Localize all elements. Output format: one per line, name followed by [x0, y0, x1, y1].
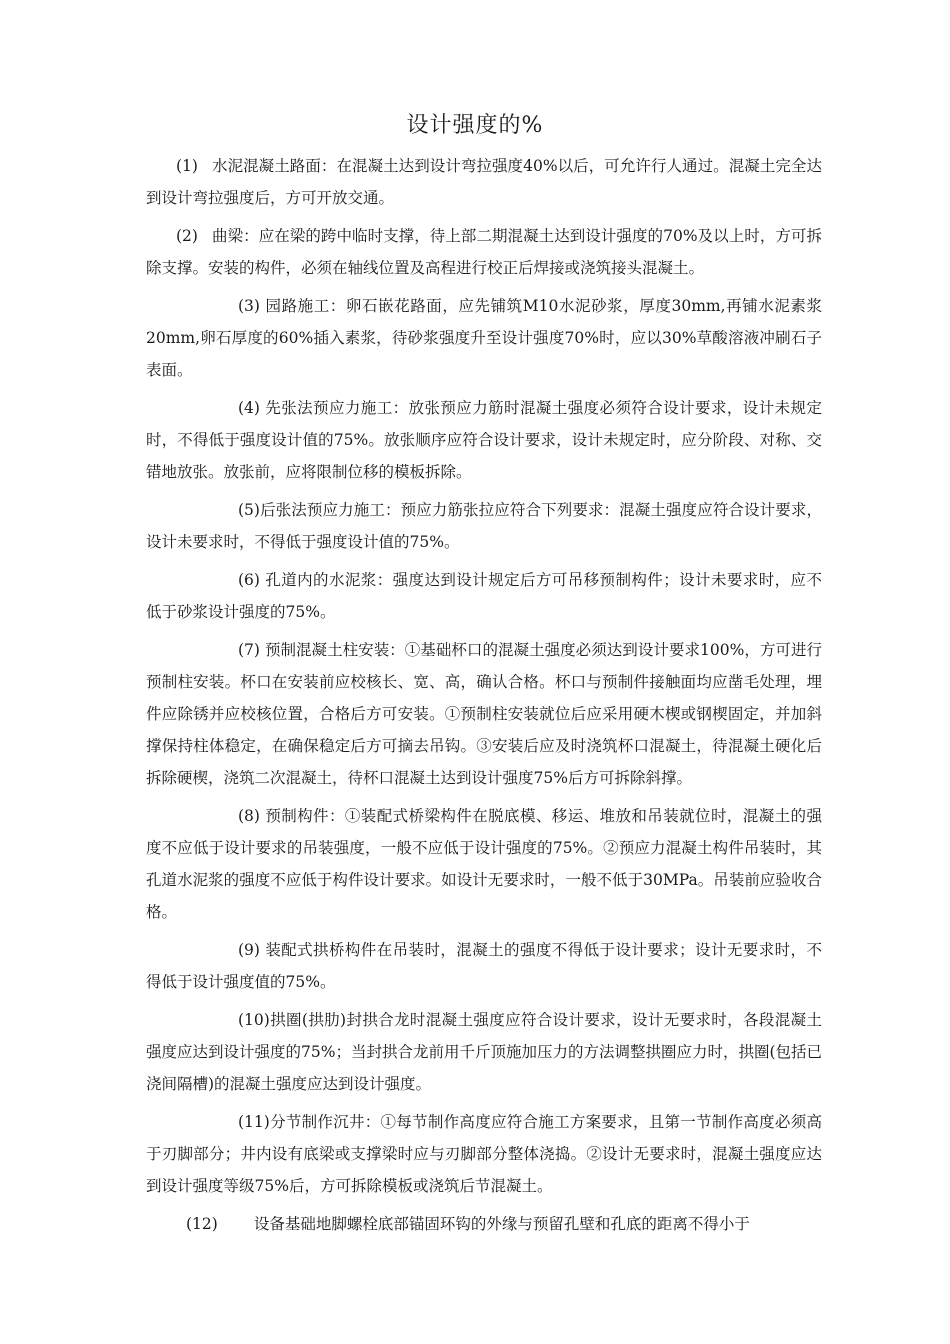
- item-number: (11): [238, 1113, 270, 1131]
- item-number: (1): [176, 157, 198, 175]
- paragraph-1: [146, 150, 822, 214]
- item-number: (10): [238, 1011, 270, 1029]
- item-text: 园路施工：卵石嵌花路面，应先铺筑M10水泥砂浆，厚度30mm,再铺水泥素浆20mm,卵石厚度的60%插入素浆，待砂浆强度升至设计强度70%时，应以30%草酸溶液冲刷石子表面。: [146, 297, 822, 379]
- paragraph-10: [146, 1004, 822, 1100]
- item-number: (9): [238, 941, 260, 959]
- item-text: 装配式拱桥构件在吊装时，混凝土的强度不得低于设计要求；设计无要求时，不得低于设计强度值的75%。: [146, 941, 822, 991]
- paragraph-7: [146, 634, 822, 794]
- item-number: (7): [238, 641, 260, 659]
- paragraph-8: [146, 800, 822, 928]
- paragraph-4: [146, 392, 822, 488]
- paragraph-3: [146, 290, 822, 386]
- item-text: 预制构件：①装配式桥梁构件在脱底模、移运、堆放和吊装就位时，混凝土的强度不应低于设计要求的吊装强度，一般不应低于设计强度的75%。②预应力混凝土构件吊装时，其孔道水泥浆的强度不应低于构件设计要求。如设计无要求时，一般不低于30MPa。吊装前应验收合格。: [146, 807, 822, 921]
- item-number: (8): [238, 807, 260, 825]
- item-text: 先张法预应力施工：放张预应力筋时混凝土强度必须符合设计要求，设计未规定时，不得低于强度设计值的75%。放张顺序应符合设计要求，设计未规定时，应分阶段、对称、交错地放张。放张前，应将限制位移的模板拆除。: [146, 399, 822, 481]
- item-text: 孔道内的水泥浆：强度达到设计规定后方可吊移预制构件；设计未要求时，应不低于砂浆设计强度的75%。: [146, 571, 822, 621]
- page-title: 设计强度的%: [406, 113, 544, 138]
- paragraph-6: [146, 564, 822, 628]
- item-number: (2): [176, 227, 198, 245]
- paragraph-5: [146, 494, 822, 558]
- item-number: (4): [238, 399, 260, 417]
- document-body: [146, 150, 822, 1246]
- item-number: (6): [238, 571, 260, 589]
- paragraph-12: [146, 1208, 822, 1240]
- paragraph-11: [146, 1106, 822, 1202]
- paragraph-2: [146, 220, 822, 284]
- item-text: 水泥混凝土路面：在混凝土达到设计弯拉强度40%以后，可允许行人通过。混凝土完全达到设计弯拉强度后，方可开放交通。: [146, 157, 822, 207]
- item-number: (12): [186, 1215, 218, 1233]
- paragraph-9: [146, 934, 822, 998]
- item-text: 预制混凝土柱安装：①基础杯口的混凝土强度必须达到设计要求100%，方可进行预制柱安装。杯口在安装前应校核长、宽、高，确认合格。杯口与预制件接触面均应凿毛处理，埋件应除锈并应校核位置，合格后方可安装。①预制柱安装就位后应采用硬木楔或钢楔固定，并加斜撑保持柱体稳定，在确保稳定后方可摘去吊钩。③安装后应及时浇筑杯口混凝土，待混凝土硬化后拆除硬楔，浇筑二次混凝土，待杯口混凝土达到设计强度75%后方可拆除斜撑。: [146, 641, 822, 787]
- item-number: (5): [238, 501, 260, 519]
- item-text: 曲梁：应在梁的跨中临时支撑，待上部二期混凝土达到设计强度的70%及以上时，方可拆除支撑。安装的构件，必须在轴线位置及高程进行校正后焊接或浇筑接头混凝土。: [146, 227, 822, 277]
- item-text: 后张法预应力施工：预应力筋张拉应符合下列要求：混凝土强度应符合设计要求，设计未要求时，不得低于强度设计值的75%。: [146, 501, 822, 551]
- item-text: 设备基础地脚螺栓底部锚固环钩的外缘与预留孔壁和孔底的距离不得小于: [253, 1215, 750, 1233]
- item-text: 分节制作沉井：①每节制作高度应符合施工方案要求，且第一节制作高度必须高于刃脚部分；井内设有底梁或支撑梁时应与刃脚部分整体浇捣。②设计无要求时，混凝土强度应达到设计强度等级75%后，方可拆除模板或浇筑后节混凝土。: [146, 1113, 822, 1195]
- item-text: 拱圈(拱肋)封拱合龙时混凝土强度应符合设计要求，设计无要求时，各段混凝土强度应达到设计强度的75%；当封拱合龙前用千斤顶施加压力的方法调整拱圈应力时，拱圈(包括已浇间隔槽)的混凝土强度应达到设计强度。: [146, 1011, 823, 1093]
- item-number: (3): [238, 297, 260, 315]
